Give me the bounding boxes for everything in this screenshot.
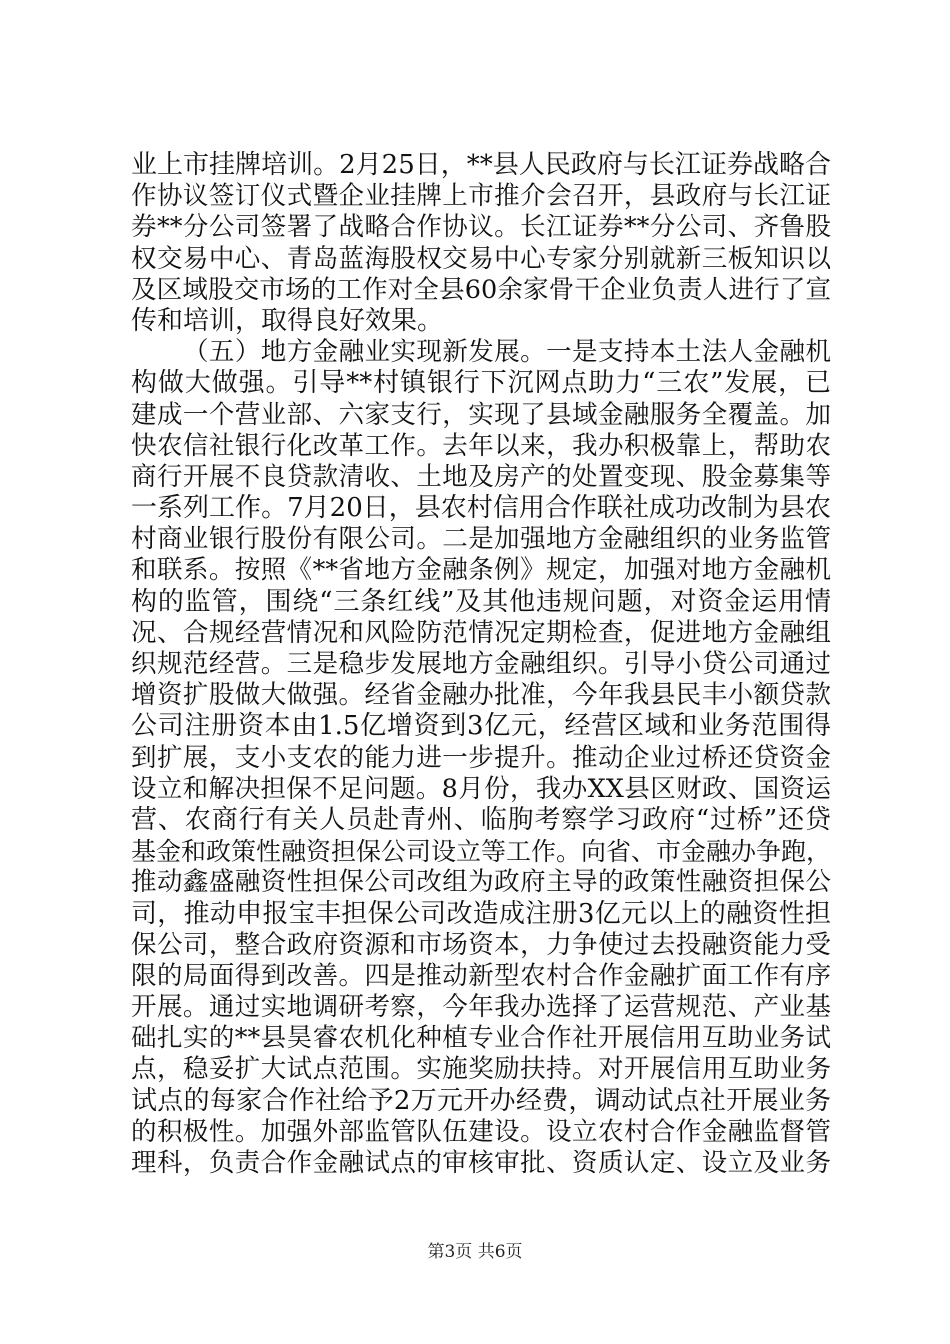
text-line: 建成一个营业部、六家支行，实现了县域金融服务全覆盖。加 (131, 399, 831, 430)
text-line: 理科，负责合作金融试点的审核审批、资质认定、设立及业务 (131, 1148, 831, 1178)
text-line: 司，推动申报宝丰担保公司改造成注册3亿元以上的融资性担 (131, 898, 831, 929)
text-line: 权交易中心、青岛蓝海股权交易中心专家分别就新三板知识以 (131, 243, 831, 274)
text-line: 设立和解决担保不足问题。8月份，我办XX县区财政、国资运 (131, 773, 831, 804)
text-line: 况、合规经营情况和风险防范情况定期检查，促进地方金融组 (131, 617, 831, 648)
text-line: 试点的每家合作社给予2万元开办经费，调动试点社开展业务 (131, 1085, 831, 1116)
text-line: 增资扩股做大做强。经省金融办批准，今年我县民丰小额贷款 (131, 680, 831, 711)
text-line: 点，稳妥扩大试点范围。实施奖励扶持。对开展信用互助业务 (131, 1054, 831, 1085)
text-line: 村商业银行股份有限公司。二是加强地方金融组织的业务监管 (131, 524, 831, 555)
text-line: 商行开展不良贷款清收、土地及房产的处置变现、股金募集等 (131, 461, 831, 492)
text-line: 的积极性。加强外部监管队伍建设。设立农村合作金融监督管 (131, 1116, 831, 1147)
text-line: 作协议签订仪式暨企业挂牌上市推介会召开，县政府与长江证 (131, 181, 831, 212)
body-text (131, 150, 831, 1179)
text-line: 构做大做强。引导**村镇银行下沉网点助力“三农”发展，已 (131, 368, 831, 399)
text-line: 传和培训，取得良好效果。 (131, 305, 444, 336)
text-line: 构的监管，围绕“三条红线”及其他违规问题，对资金运用情 (131, 586, 831, 617)
text-line: 业上市挂牌培训。2月25日，**县人民政府与长江证券战略合 (131, 150, 831, 180)
text-line: 到扩展，支小支农的能力进一步提升。推动企业过桥还贷资金 (131, 742, 831, 773)
text-line: 快农信社银行化改革工作。去年以来，我办积极靠上，帮助农 (131, 430, 831, 461)
text-line: 公司注册资本由1.5亿增资到3亿元，经营区域和业务范围得 (131, 711, 831, 742)
text-line: 基金和政策性融资担保公司设立等工作。向省、市金融办争跑， (131, 837, 832, 867)
text-line: 织规范经营。三是稳步发展地方金融组织。引导小贷公司通过 (131, 649, 831, 679)
text-line: 和联系。按照《**省地方金融条例》规定，加强对地方金融机 (131, 555, 831, 586)
text-line: 一系列工作。7月20日，县农村信用合作联社成功改制为县农 (131, 493, 831, 524)
text-line: 保公司，整合政府资源和市场资本，力争使过去投融资能力受 (131, 929, 831, 960)
text-line: 限的局面得到改善。四是推动新型农村合作金融扩面工作有序 (131, 960, 831, 991)
text-line: 开展。通过实地调研考察，今年我办选择了运营规范、产业基 (131, 992, 831, 1023)
text-line: 础扎实的**县昊睿农机化种植专业合作社开展信用互助业务试 (131, 1023, 831, 1054)
text-line: 营、农商行有关人员赴青州、临朐考察学习政府“过桥”还贷 (131, 804, 831, 835)
page-footer: 第3页 共6页 (427, 1242, 523, 1262)
text-line: 及区域股交市场的工作对全县60余家骨干企业负责人进行了宣 (131, 274, 831, 305)
section-heading-line: （五）地方金融业实现新发展。一是支持本土法人金融机 (183, 337, 831, 368)
text-line: 券**分公司签署了战略合作协议。长江证券**分公司、齐鲁股 (131, 212, 831, 243)
text-line: 推动鑫盛融资性担保公司改组为政府主导的政策性融资担保公 (131, 867, 831, 898)
